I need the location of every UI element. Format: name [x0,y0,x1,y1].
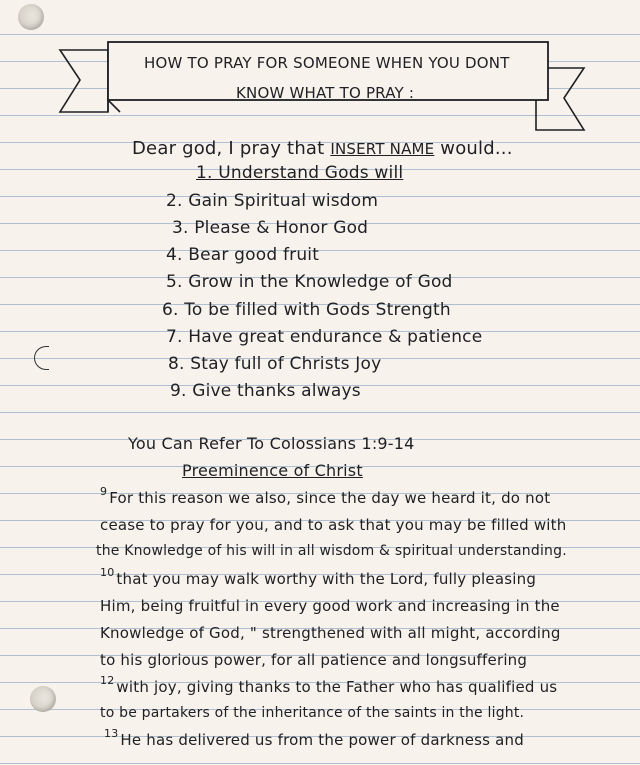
verse-number: 13 [104,727,119,740]
scripture-reference: You Can Refer To Colossians 1:9-14 [128,434,415,453]
verse-number: 9 [100,485,108,498]
list-item: 6. To be filled with Gods Strength [162,300,451,320]
verse-line: Knowledge of God, " strengthened with all might, according [100,624,561,642]
passage-heading: Preeminence of Christ [182,461,363,480]
list-item: 5. Grow in the Knowledge of God [166,272,453,292]
verse-line: $^{13}$ He has delivered us from the power of darkness and [104,727,524,749]
list-item: 1. Understand Gods will [196,163,404,183]
verse-line: $^9$ For this reason we also, since the day we heard it, do not [100,485,551,507]
list-item: 3. Please & Honor God [172,218,369,238]
list-item: 9. Give thanks always [170,381,361,401]
name-placeholder: INSERT NAME [330,140,435,158]
banner-left-tail [60,50,108,112]
hole-mark-middle [34,346,49,370]
verse-line: Him, being fruitful in every good work and increasing in the [100,597,560,615]
title-banner [58,28,588,138]
verse-number: 10 [100,566,115,579]
prayer-intro [132,138,513,159]
verse-line: to be partakers of the inheritance of the saints in the light. [100,705,525,721]
intro-prefix: Dear god, I pray that [132,138,325,159]
list-item: 2. Gain Spiritual wisdom [166,191,379,211]
list-item: 4. Bear good fruit [166,245,320,265]
verse-line: the Knowledge of his will in all wisdom & spiritual understanding. [96,543,567,559]
title-line-2: KNOW WHAT TO PRAY : [236,84,415,102]
verse-line: $^{10}$ that you may walk worthy with the Lord, fully pleasing [100,566,537,588]
list-item: 8. Stay full of Christs Joy [168,354,382,374]
punch-hole-bottom [30,686,56,712]
verse-line: $^{12}$ with joy, giving thanks to the Father who has qualified us [100,674,558,696]
punch-hole-top [18,4,44,30]
verse-line: cease to pray for you, and to ask that you may be filled with [100,516,567,534]
verse-number: 12 [100,674,115,687]
intro-suffix: would... [440,138,513,159]
verse-line: to his glorious power, for all patience and longsuffering [100,651,528,669]
list-item: 7. Have great endurance & patience [166,327,483,347]
title-line-1: HOW TO PRAY FOR SOMEONE WHEN YOU DONT [144,54,510,72]
